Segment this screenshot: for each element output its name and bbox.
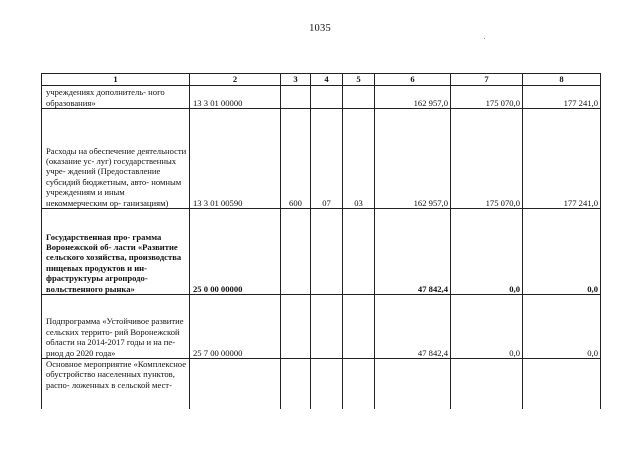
row-col-4 bbox=[311, 295, 343, 359]
row-col-3: 600 bbox=[281, 109, 311, 209]
row-value-8: 0,0 bbox=[523, 295, 601, 359]
row-value-7: 175 070,0 bbox=[451, 109, 523, 209]
header-col-3: 3 bbox=[281, 74, 311, 86]
row-col-3 bbox=[281, 209, 311, 295]
row-value-8 bbox=[523, 359, 601, 409]
row-name: Основное мероприятие «Комплексное обустройство населенных пунктов, распо- ложенных в сельской мест- bbox=[42, 359, 190, 409]
header-col-2: 2 bbox=[190, 74, 281, 86]
row-value-6: 47 842,4 bbox=[375, 295, 451, 359]
row-code: 13 3 01 00590 bbox=[190, 109, 281, 209]
table-row bbox=[42, 109, 601, 209]
row-col-5: 03 bbox=[343, 109, 375, 209]
row-value-6: 162 957,0 bbox=[375, 86, 451, 109]
row-value-6: 162 957,0 bbox=[375, 109, 451, 209]
header-col-1: 1 bbox=[42, 74, 190, 86]
row-col-5 bbox=[343, 295, 375, 359]
page-number: 1035 bbox=[309, 23, 331, 34]
row-col-3 bbox=[281, 86, 311, 109]
row-code bbox=[190, 359, 281, 409]
header-col-8: 8 bbox=[523, 74, 601, 86]
row-col-5 bbox=[343, 86, 375, 109]
table-row bbox=[42, 86, 601, 109]
row-col-4 bbox=[311, 359, 343, 409]
row-value-6: 47 842,4 bbox=[375, 209, 451, 295]
table-row bbox=[42, 295, 601, 359]
row-code: 13 3 01 00000 bbox=[190, 86, 281, 109]
header-row bbox=[42, 74, 601, 86]
row-value-7: 175 070,0 bbox=[451, 86, 523, 109]
budget-table bbox=[41, 73, 601, 409]
row-col-5 bbox=[343, 209, 375, 295]
row-value-8: 0,0 bbox=[523, 209, 601, 295]
row-name: учреждениях дополнитель- ного образования» bbox=[42, 86, 190, 109]
row-col-3 bbox=[281, 295, 311, 359]
header-col-5: 5 bbox=[343, 74, 375, 86]
row-code: 25 0 00 00000 bbox=[190, 209, 281, 295]
row-col-4 bbox=[311, 86, 343, 109]
row-name: Подпрограмма «Устойчивое развитие сельских террито- рий Воронежской области на 2014-2017 годы и на пе- риод до 2020 года» bbox=[42, 295, 190, 359]
row-name: Государственная про- грамма Воронежской об- ласти «Развитие сельского хозяйства, производства пищевых продуктов и ин- фраструктуры агропродо- вольственного рынка» bbox=[42, 209, 190, 295]
row-col-3 bbox=[281, 359, 311, 409]
row-value-8: 177 241,0 bbox=[523, 109, 601, 209]
row-value-7: 0,0 bbox=[451, 295, 523, 359]
row-value-7 bbox=[451, 359, 523, 409]
scan-speck bbox=[484, 38, 485, 39]
header-col-4: 4 bbox=[311, 74, 343, 86]
table-row bbox=[42, 209, 601, 295]
header-col-7: 7 bbox=[451, 74, 523, 86]
table-row bbox=[42, 359, 601, 409]
row-col-4: 07 bbox=[311, 109, 343, 209]
row-value-6 bbox=[375, 359, 451, 409]
row-value-8: 177 241,0 bbox=[523, 86, 601, 109]
row-code: 25 7 00 00000 bbox=[190, 295, 281, 359]
row-name: Расходы на обеспечение деятельности (оказание ус- луг) государственных учре- ждений (Предоставление субсидий бюджетным, авто- номным учреждениям и иным некоммерческим ор- ганизациям) bbox=[42, 109, 190, 209]
header-col-6: 6 bbox=[375, 74, 451, 86]
row-col-4 bbox=[311, 209, 343, 295]
row-value-7: 0,0 bbox=[451, 209, 523, 295]
row-col-5 bbox=[343, 359, 375, 409]
